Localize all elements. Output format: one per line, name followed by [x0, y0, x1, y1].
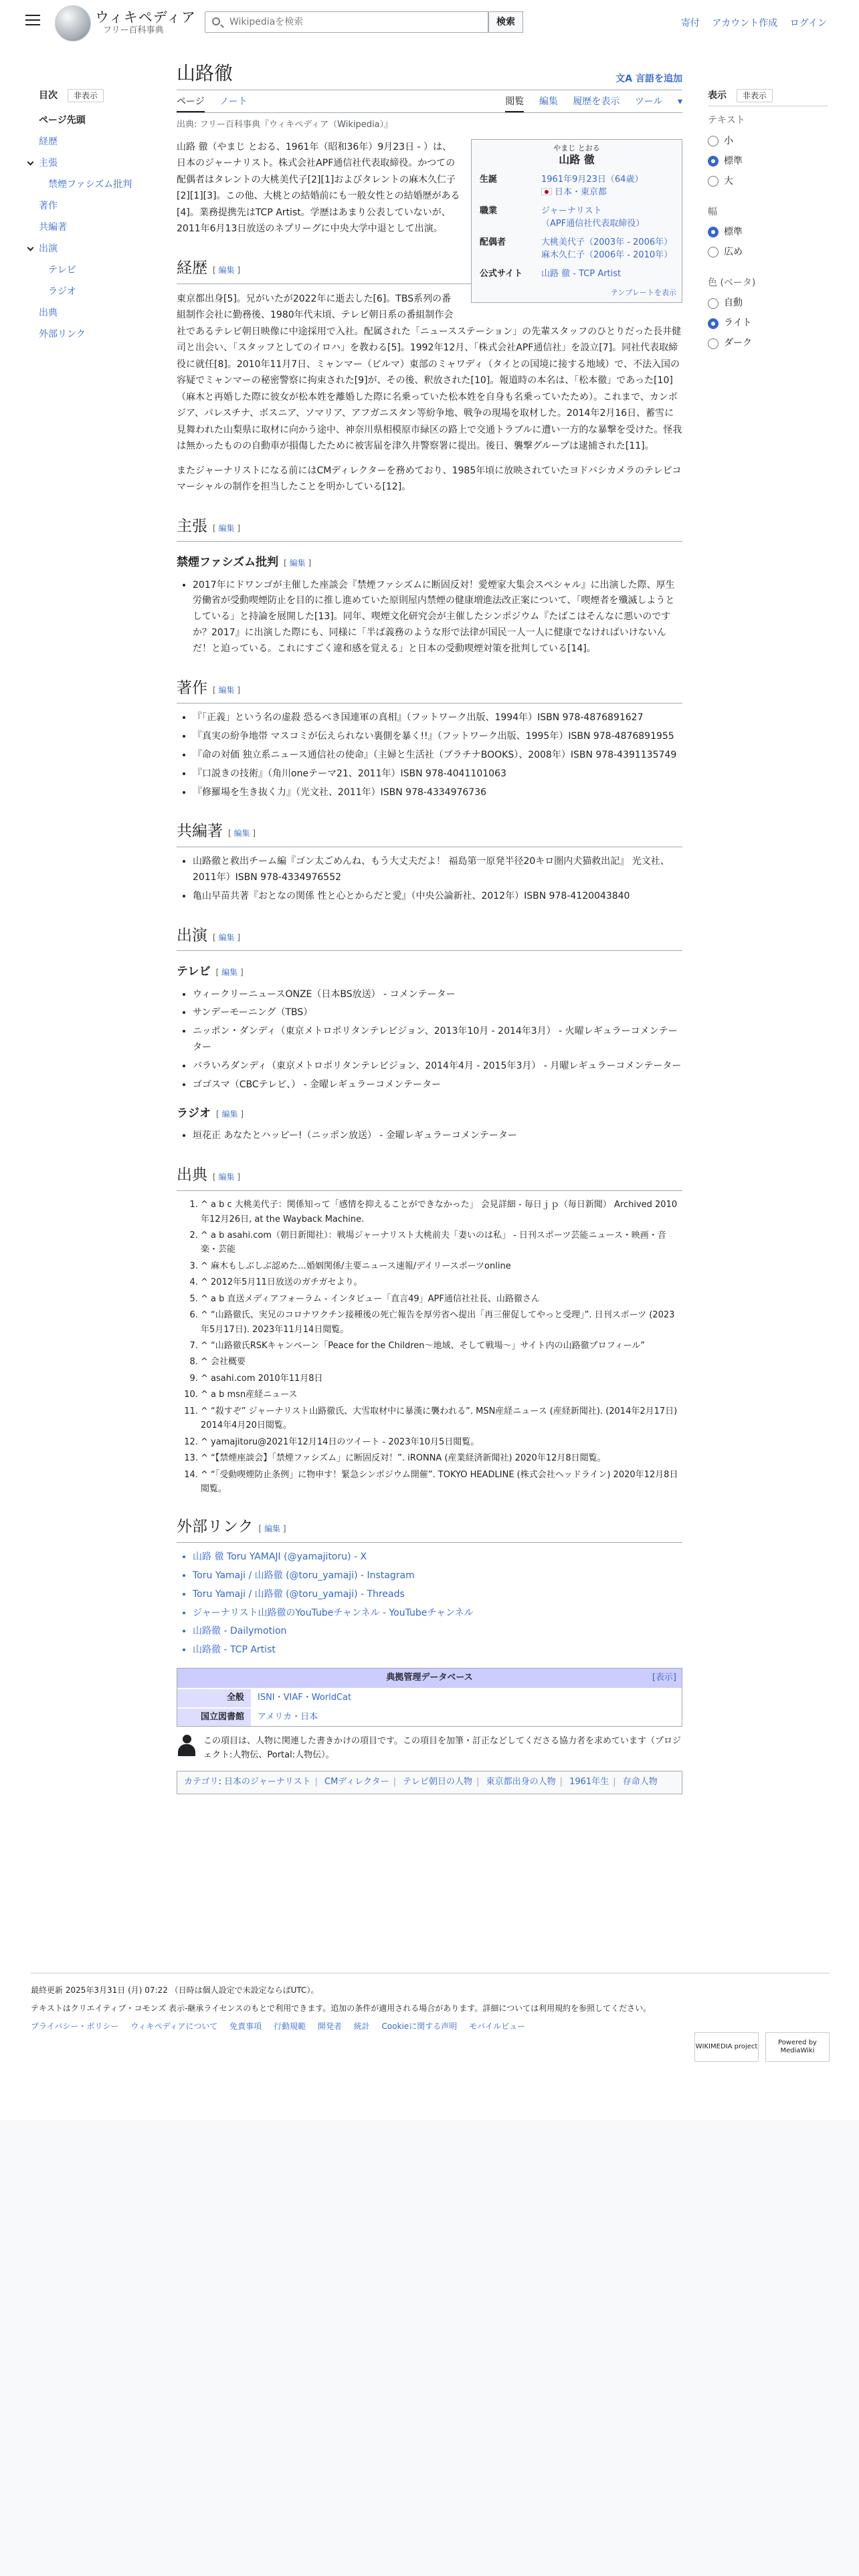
toc-item-refs[interactable]: 出典 — [39, 308, 58, 319]
occupation[interactable]: ジャーナリスト — [541, 205, 602, 216]
section-refs-heading — [177, 1163, 682, 1191]
footer-links — [31, 2020, 830, 2033]
toc-title: 目次 — [39, 90, 58, 101]
radio-label: ダーク — [724, 338, 752, 349]
list-item: • 亀山早苗共著『おとなの関係 性と心とからだと愛』（中央公論新社、2012年）ISBN 978-4120043840 — [193, 889, 682, 905]
list-item: • バラいろダンディ（東京メトロポリタンテレビジョン、2014年4月 - 2015年3月） - 月曜レギュラーコメンテーター — [193, 1059, 682, 1075]
toc-item-career[interactable]: 経歴 — [39, 136, 58, 148]
search-box[interactable] — [205, 11, 488, 33]
wikimedia-badge[interactable]: WIKIMEDIA project — [694, 2032, 759, 2062]
external-link[interactable]: • Toru Yamaji / 山路徹 (@toru_yamaji) - Instagram — [193, 1568, 682, 1584]
tab-tools-label: ツール — [634, 96, 663, 107]
infobox-value — [539, 233, 676, 265]
radio-selected-icon[interactable] — [708, 156, 719, 167]
birth-date[interactable]: 1961年9月23日（64歳） — [541, 174, 644, 185]
edit-section-link[interactable]: [ 編集 ] — [216, 1109, 244, 1119]
edit-section-link[interactable]: [ 編集 ] — [258, 1524, 286, 1534]
list-item: • ウィークリーニュースONZE（日本BS放送） - コメンテーター — [193, 987, 682, 1003]
reference-item: 1. ^ a b c 大桃美代子：関係知って「感情を抑えることができなかった」 会見詳細 - 毎日ｊｐ（毎日新聞） Archived 2010年12月26日, at the Wayback Machine. — [201, 1198, 682, 1226]
chevron-down-icon[interactable] — [27, 245, 34, 251]
footer-link[interactable]: モバイルビュー — [469, 2022, 526, 2032]
page-tabs — [177, 90, 682, 113]
appearance-hide-button[interactable]: 非表示 — [737, 89, 773, 102]
list-item: • 『口説きの技術』（角川oneテーマ21、2011年）ISBN 978-4041101063 — [193, 766, 682, 782]
page-title-bar — [177, 60, 682, 90]
toc-item-tv[interactable]: テレビ — [48, 265, 76, 276]
reference-item: 5. ^ a b 直送メディアフォーラム - インタビュー「直言49」APF通信社社長、山路徹さん — [201, 1292, 682, 1306]
person-silhouette-icon — [177, 1735, 197, 1756]
reference-item: 8. ^ 会社概要 — [201, 1355, 682, 1369]
navbox-value[interactable]: アメリカ・日本 — [251, 1708, 682, 1727]
reference-item: 9. ^ asahi.com 2010年11月8日 — [201, 1372, 682, 1386]
footer — [31, 1973, 830, 2054]
edit-section-link[interactable]: [ 編集 ] — [228, 829, 256, 839]
infobox-table — [477, 171, 676, 284]
navbox-value[interactable]: ISNI・VIAF・WorldCat — [251, 1689, 682, 1708]
appearance-title: 表示 — [708, 90, 727, 101]
main-menu-icon[interactable] — [25, 15, 40, 25]
section-external-heading — [177, 1515, 682, 1543]
official-site-link[interactable]: 山路 徹 - TCP Artist — [541, 268, 622, 279]
section-title: 著作 — [177, 679, 207, 697]
radio-selected-icon[interactable] — [708, 318, 719, 329]
page-title: 山路徹 — [177, 62, 233, 84]
edit-section-link[interactable]: [ 編集 ] — [213, 265, 241, 275]
tab-history[interactable]: 履歴を表示 — [573, 96, 620, 107]
navbox-label: 全般 — [177, 1689, 251, 1708]
subsection-radio-heading — [177, 1105, 682, 1123]
reference-item: 12. ^ yamajitoru@2021年12月14日のツイート - 2023年10月5日閲覧。 — [201, 1435, 682, 1449]
external-links-list — [193, 1549, 682, 1658]
text-standard-radio[interactable] — [708, 151, 828, 171]
tab-tools[interactable]: ツール ▾ — [634, 96, 682, 107]
radio-label: 大 — [724, 175, 733, 187]
reference-item: 10. ^ a b msn産経ニュース — [201, 1388, 682, 1402]
footer-link[interactable]: ウィキペディアについて — [130, 2022, 218, 2032]
infobox-label: 生誕 — [480, 174, 498, 185]
wikipedia-globe-logo[interactable] — [55, 5, 91, 41]
list-item: • 『命の対価 独立系ニュース通信社の使命』（主婦と生活社（ブラチナBOOKS）、2008年）ISBN 978-4391135749 — [193, 748, 682, 764]
list-item: • 『真実の紛争地帯 マスコミが伝えられない裏側を暴く!!』（フットワーク出版、1995年）ISBN 978-4876891955 — [193, 729, 682, 745]
infobox — [471, 139, 682, 303]
site-name[interactable]: ウィキペディア — [95, 9, 197, 25]
footer-link[interactable]: 行動規範 — [274, 2022, 306, 2032]
toc-item-external[interactable]: 外部リンク — [39, 329, 86, 340]
footer-link[interactable]: 統計 — [353, 2022, 370, 2032]
toc-item-appear[interactable]: 出演 — [39, 243, 58, 255]
section-title: 経歴 — [177, 259, 207, 277]
subsection-tv-heading — [177, 963, 682, 981]
works-list — [193, 710, 682, 800]
section-coworks-heading — [177, 819, 682, 847]
radio-icon[interactable] — [708, 298, 719, 309]
reference-item: 13. ^ “【禁煙座談会】「禁煙ファシズム」に断固反対！”. iRONNA (産業経済新聞社) 2020年12月8日閲覧。 — [201, 1451, 682, 1465]
radio-label: 広め — [724, 246, 743, 257]
tv-list — [193, 987, 682, 1093]
infobox-ruby: やまじ とおる — [553, 143, 600, 152]
infobox-name: 山路 徹 — [559, 152, 595, 166]
section-appear-heading — [177, 924, 682, 952]
reference-item: 4. ^ 2012年5月11日放送のガチガセより。 — [201, 1275, 682, 1289]
career-paragraph-1: 東京都出身[5]。兄がいたが2022年に逝去した[6]。TBS系列の番組制作会社に勤務後、1980年代末頃、テレビ朝日系の番組制作会社であるテレビ朝日映像に中途採用で入社。配属された「ニュースステーション」の先輩スタッフのひとりだった長井健司と出会い、「スタッフとしてのイロハ」を教わる[5]。1992年12月、「株式会社APF通信社」を設立[7]。同社代表取締役に就任[8]。2010年11月7日、ミャンマー（ビルマ）東部のミャワディ（タイとの国境に接する地域）で、不法入国の容疑でミャンマーの秘密警察に拘束された[9]が、その後、釈放された[10]。報道時の本名は、「松本徹」であった[10]（麻木と再婚した際に彼女が松本姓を離婚した際に名乗っていた松本姓を自身も名乗っていたため）。これまで、カンボジア、パレスチナ、ボスニア、ソマリア、アフガニスタン等紛争地、戦争の現場を取材した。2014年2月16日、蓄雪に見舞われた山梨県に取材に向かう途中、神奈川県相模原市緑区の路上で交通トラブルに遭い一方的な暴撃を受けた。怪我は無かったものの自動車が損傷したために被害届を津久井警察署に提出。後日、襲撃グループは逮捕された[11]。 — [177, 293, 682, 452]
tab-talk[interactable]: ノート — [219, 96, 248, 107]
edit-section-link[interactable]: [ 編集 ] — [213, 685, 241, 695]
text-large-radio[interactable] — [708, 171, 828, 191]
toc-item-smoking[interactable]: 禁煙ファシズム批判 — [48, 179, 132, 191]
navbox-label: 国立図書館 — [177, 1708, 251, 1727]
infobox-value — [539, 171, 676, 202]
site-tagline: フリー百科事典 — [103, 25, 164, 35]
edit-section-link[interactable]: [ 編集 ] — [213, 932, 241, 942]
appearance-panel — [708, 88, 828, 354]
section-works-heading — [177, 676, 682, 704]
license-text: テキストはクリエイティブ・コモンズ 表示-継承ライセンスのもとで利用できます。追加の条件が適用される場合があります。詳細については利用規約を参照してください。 — [31, 2004, 652, 2014]
radio-selected-icon[interactable] — [708, 227, 719, 237]
width-label: 幅 — [708, 206, 717, 217]
external-link[interactable]: • 山路 徹 Toru YAMAJI (@yamajitoru) - X — [193, 1549, 682, 1566]
section-title: 共編著 — [177, 823, 223, 841]
infobox-label: 公式サイト — [480, 268, 523, 279]
radio-list — [193, 1128, 682, 1144]
section-title: 出演 — [177, 926, 207, 944]
radio-icon[interactable] — [708, 176, 719, 187]
category-link[interactable]: 東京都出身の人物 — [486, 1776, 556, 1787]
user-links — [672, 16, 827, 31]
infobox-label: 配偶者 — [480, 237, 506, 247]
navbox-row — [177, 1708, 682, 1727]
appearance-header — [708, 88, 828, 106]
infobox-row — [477, 202, 676, 233]
edit-section-link[interactable]: [ 編集 ] — [215, 968, 244, 978]
stub-text: この項目は、人物に関連した書きかけの項目です。この項目を加筆・訂正などしてくださる協力者を求めています（プロジェクト:人物伝、Portal:人物伝）。 — [203, 1736, 681, 1761]
page-bottom-background — [0, 2120, 859, 2576]
header — [0, 0, 859, 47]
width-standard-radio[interactable] — [708, 222, 828, 242]
references-list — [201, 1198, 682, 1496]
add-language-button[interactable]: 文A 言語を追加 — [615, 74, 682, 84]
toc-hide-button[interactable]: 非表示 — [68, 89, 104, 102]
color-light-radio[interactable] — [708, 314, 828, 334]
color-auto-radio[interactable] — [708, 294, 828, 314]
category-link[interactable]: 日本のジャーナリスト — [224, 1776, 311, 1787]
section-title: 出典 — [177, 1166, 207, 1184]
list-item: • 垣花正 あなたとハッピー!（ニッポン放送） - 金曜レギュラーコメンテーター — [193, 1128, 682, 1144]
external-link[interactable]: • 山路徹 - TCP Artist — [193, 1642, 682, 1658]
footer-link[interactable]: 開発者 — [317, 2022, 342, 2032]
radio-label: 標準 — [724, 155, 743, 167]
tab-read[interactable]: 閲覧 — [505, 96, 524, 112]
width-wide-radio[interactable] — [708, 242, 828, 262]
article — [177, 60, 682, 1794]
occupation-detail[interactable]: （APF通信社代表取締役） — [541, 219, 645, 229]
spouse-2[interactable]: 麻木久仁子（2006年 - 2010年） — [541, 250, 673, 261]
infobox-row — [477, 171, 676, 202]
subsection-title: ラジオ — [177, 1107, 211, 1121]
navbox-toggle[interactable]: [表示] — [652, 1672, 676, 1683]
create-account-link[interactable]: アカウント作成 — [712, 18, 778, 29]
list-item: • ゴゴスマ（CBCテレビ、） - 金曜レギュラーコメンテーター — [193, 1077, 682, 1093]
donate-link[interactable]: 寄付 — [680, 18, 700, 29]
search-icon — [212, 17, 220, 25]
category-link[interactable]: 1961年生 — [569, 1776, 609, 1787]
claims-list — [193, 578, 682, 657]
chevron-down-icon[interactable] — [27, 159, 34, 166]
birth-place[interactable]: 日本・東京都 — [555, 187, 607, 198]
external-link[interactable]: • 山路徹 - Dailymotion — [193, 1624, 682, 1640]
list-item: • 山路徹と救出チーム編『ゴン太ごめんね、もう大丈夫だよ！ 福島第一原発半径20キロ圏内犬猫救出記』 光文社、2011年）ISBN 978-4334976552 — [193, 854, 682, 886]
subsection-smoking-heading — [177, 554, 682, 572]
section-claims-heading — [177, 514, 682, 542]
footer-link[interactable]: 免責事項 — [229, 2022, 262, 2032]
section-title: 外部リンク — [177, 1518, 254, 1536]
radio-label: ライト — [724, 318, 752, 329]
list-item: • 2017年にドワンゴが主催した座談会『禁煙ファシズムに断固反対！愛煙家大集会スペシャル』に出演した際、厚生労働省が受動喫煙防止を目的に推し進めていた原則屋内禁煙の健康増進法改正案について、「喫煙者を殲滅しようとしている」と持論を展開した[13]。同年、喫煙文化研究会が主催したシンポジウム『たばこはそんなに悪いのですか？2017』に出演した際にも、同様に「半ば義務のような形で法律が国民一人一人に健康でなければいけないんだ！と迫っている。これにすごく違和感を覚える」と日本の受動喫煙対策を批判している[14]。 — [193, 578, 682, 657]
toc-item-radio[interactable]: ラジオ — [48, 286, 76, 298]
toc-item-coworks[interactable]: 共編著 — [39, 222, 67, 233]
authority-control-navbox — [177, 1668, 682, 1727]
login-link[interactable]: ログイン — [789, 18, 827, 29]
categories-label[interactable]: カテゴリ — [184, 1776, 219, 1787]
radio-icon[interactable] — [708, 136, 719, 146]
edit-section-link[interactable]: [ 編集 ] — [284, 558, 312, 568]
color-label: 色 (ベータ) — [708, 278, 756, 289]
reference-item: 3. ^ 麻木もしぶしぶ認めた…婚姻関係/主要ニュース速報/デイリースポーツonline — [201, 1259, 682, 1273]
radio-label: 標準 — [724, 226, 743, 237]
toc-header — [39, 88, 146, 103]
edit-section-link[interactable]: [ 編集 ] — [213, 523, 241, 533]
radio-label: 自動 — [724, 298, 743, 309]
infobox-value — [539, 202, 676, 233]
external-link[interactable]: • ジャーナリスト山路徹のYouTubeチャンネル - YouTubeチャンネル — [193, 1606, 682, 1622]
category-link[interactable]: CMディレクター — [324, 1776, 389, 1787]
list-item: • 『修羅場を生き抜く力』（光文社、2011年）ISBN 978-4334976736 — [193, 785, 682, 801]
intro-paragraph: 山路 徹（やまじ とおる、1961年（昭和36年）9月23日 - ）は、日本のジャーナリスト。株式会社APF通信社代表取締役。かつての配偶者はタレントの大桃美代子[2][1]およびタレントの麻木久仁子[2][1][3]。この他、大桃との結婚前にも一般女性との結婚歴がある[4]。業務提携先はTCP Artist。学歴はあまり公表していないが、2011年6月13日放送のネプリーグに中央大学中退として出演。 — [177, 141, 460, 235]
tab-page[interactable]: ページ — [177, 96, 205, 112]
category-link[interactable]: 存命人物 — [622, 1776, 658, 1787]
navbox-table — [177, 1688, 682, 1727]
infobox-row — [477, 265, 676, 284]
infobox-value — [539, 265, 676, 284]
subsection-title: 禁煙ファシズム批判 — [177, 556, 279, 570]
category-links: カテゴリ: 日本のジャーナリスト | CMディレクター | テレビ朝日の人物 | 東京都出身の人物 | 1961年生 | 存命人物 — [177, 1771, 682, 1794]
radio-label: 小 — [724, 135, 733, 146]
tab-edit[interactable]: 編集 — [539, 96, 558, 107]
navbox-row — [177, 1689, 682, 1708]
radio-icon[interactable] — [708, 338, 719, 349]
career-paragraph-2: またジャーナリストになる前にはCMディレクターを務めており、1985年頃に放映されていたヨドバシカメラのテレビコマーシャルの制作を担当したことを明かしている[12]。 — [177, 465, 682, 493]
footer-badges — [688, 2032, 830, 2062]
text-size-label: テキスト — [708, 115, 745, 126]
infobox-label: 職業 — [480, 205, 498, 216]
list-item: • 『「正義」という名の虚殺 恐るべき国連軍の真相』（フットワーク出版、1994年）ISBN 978-4876891627 — [193, 710, 682, 726]
reference-item: 2. ^ a b asahi.com（朝日新聞社）：戦場ジャーナリスト大桃前夫「妻いのは私」 - 日刊スポーツ芸能ニュース・映画・音楽・芸能 — [201, 1228, 682, 1257]
radio-icon[interactable] — [708, 247, 719, 257]
search-button[interactable]: 検索 — [488, 11, 523, 33]
list-item: • サンデーモーニング（TBS） — [193, 1005, 682, 1021]
coworks-list — [193, 854, 682, 904]
search-input[interactable] — [228, 15, 482, 29]
toc-item-works[interactable]: 著作 — [39, 201, 58, 212]
category-link[interactable]: テレビ朝日の人物 — [403, 1776, 473, 1787]
mediawiki-badge[interactable]: Powered by MediaWiki — [765, 2032, 830, 2062]
edit-section-link[interactable]: [ 編集 ] — [213, 1172, 241, 1182]
source-line: 出典: フリー百科事典『ウィキペディア（Wikipedia）』 — [177, 120, 393, 130]
footer-link[interactable]: プライバシー・ポリシー — [31, 2022, 119, 2032]
last-updated: 最終更新 2025年3月31日 (月) 07:22 （日時は個人設定で未設定ならばUTC）。 — [31, 1985, 319, 1995]
external-link[interactable]: • Toru Yamaji / 山路徹 (@toru_yamaji) - Threads — [193, 1587, 682, 1603]
text-small-radio[interactable] — [708, 131, 828, 151]
list-item: • ニッポン・ダンディ（東京メトロポリタンテレビジョン、2013年10月 - 2014年3月） - 火曜レギュラーコメンテーター — [193, 1024, 682, 1056]
navbox-title[interactable]: 典拠管理データベース — [386, 1672, 473, 1683]
footer-link[interactable]: Cookieに関する声明 — [381, 2022, 458, 2032]
navbox-header — [177, 1669, 682, 1688]
stub-notice — [177, 1735, 682, 1763]
show-template-link[interactable]: テンプレートを表示 — [610, 288, 676, 297]
section-title: 主張 — [177, 517, 207, 535]
reference-item: 7. ^ “山路徹氏RSKキャンペーン「Peace for the Children〜地域、そして戦場〜」サイト内の山路徹プロフィール” — [201, 1339, 682, 1353]
subsection-title: テレビ — [177, 965, 211, 979]
spouse-1[interactable]: 大桃美代子（2003年 - 2006年） — [541, 237, 673, 247]
japan-flag-icon — [541, 188, 552, 195]
reference-item: 6. ^ “山路徹氏、実兄のコロナワクチン接種後の死亡報告を厚労省へ提出「再三催促してやっと受理」”. 日刊スポーツ (2023年5月17日). 2023年11月14日閲覧。 — [201, 1308, 682, 1337]
color-dark-radio[interactable] — [708, 334, 828, 354]
infobox-row — [477, 233, 676, 265]
toc-item-top[interactable]: ページ先頭 — [39, 115, 86, 126]
reference-item: 11. ^ “殺すぞ” ジャーナリスト山路徹氏、大雪取材中に暴漢に襲われる”. MSN産経ニュース (産経新聞社). (2014年2月17日) 2014年4月20日閲覧。 — [201, 1404, 682, 1433]
reference-item: 14. ^ “「受動喫煙防止条例」に物申す！緊急シンポジウム開催”. TOKYO HEADLINE (株式会社ヘッドライン) 2020年12月8日閲覧。 — [201, 1468, 682, 1497]
toc-item-claims[interactable]: 主張 — [39, 158, 58, 169]
table-of-contents — [39, 88, 146, 345]
add-language-label: 言語を追加 — [636, 74, 682, 84]
